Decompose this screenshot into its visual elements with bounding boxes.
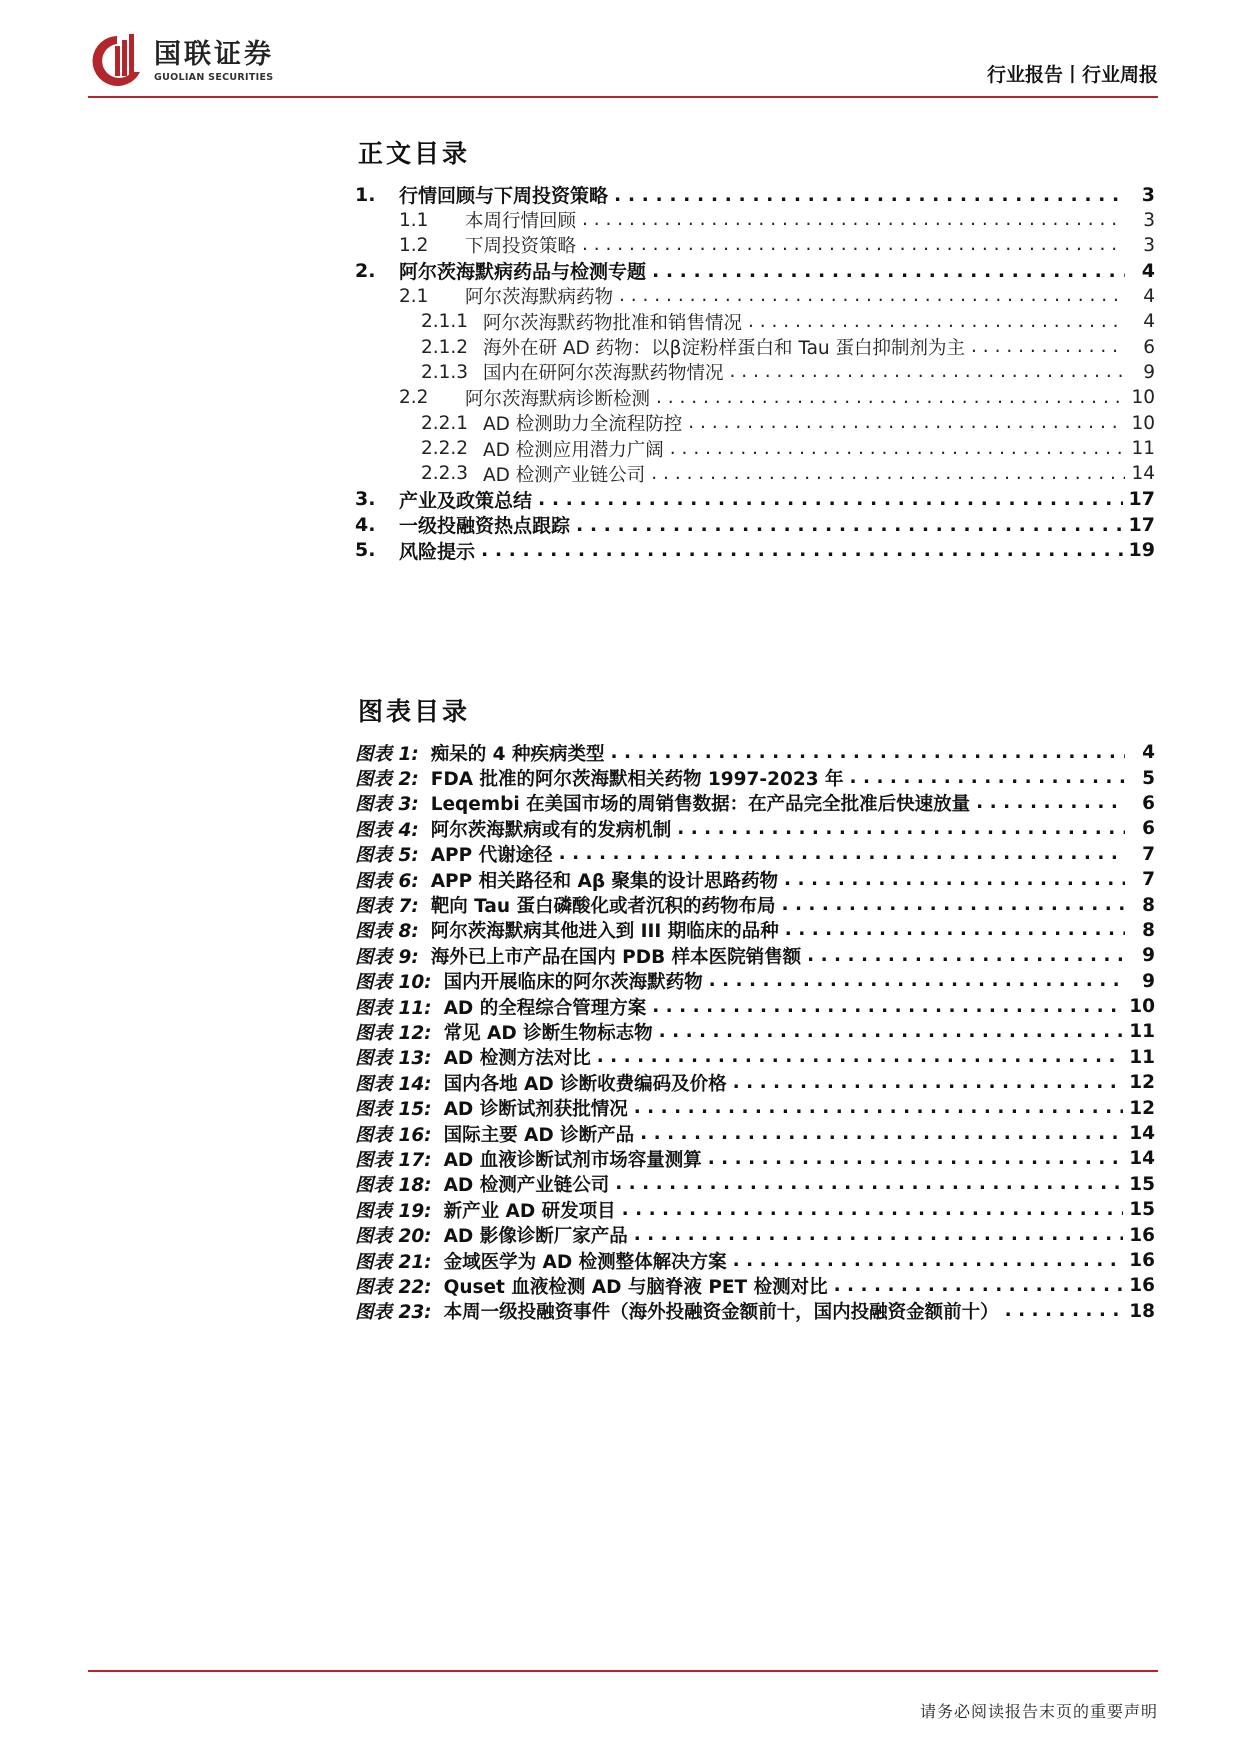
dot-leader xyxy=(651,464,1125,484)
toc-item[interactable] xyxy=(355,233,1155,258)
page-header xyxy=(88,26,1158,96)
figure-number: 图表 3: xyxy=(355,794,419,816)
dot-leader xyxy=(652,261,1125,281)
toc-item-number: 2.1.3 xyxy=(421,361,469,383)
figure-list-item[interactable] xyxy=(355,791,1155,816)
figure-title: AD 血液诊断试剂市场容量测算 xyxy=(443,1149,702,1171)
page-number: 7 xyxy=(1142,843,1155,865)
toc-item-title: 本周行情回顾 xyxy=(465,211,577,233)
toc-item[interactable] xyxy=(355,207,1155,232)
figure-list-item[interactable] xyxy=(355,892,1155,917)
page-number: 16 xyxy=(1129,1250,1155,1271)
dot-leader xyxy=(481,540,1123,560)
dot-leader xyxy=(659,1022,1124,1042)
toc-item-number: 2.1.2 xyxy=(421,336,469,358)
figure-list-item[interactable] xyxy=(355,1070,1155,1095)
header-divider xyxy=(88,96,1158,98)
dot-leader xyxy=(582,210,1125,230)
toc-item[interactable] xyxy=(355,360,1155,385)
toc-item-title: 国内在研阿尔茨海默药物情况 xyxy=(483,363,724,385)
figure-title: APP 相关路径和 Aβ 聚集的设计思路药物 xyxy=(430,870,779,892)
figure-title: 国内各地 AD 诊断收费编码及价格 xyxy=(443,1073,727,1095)
toc-item[interactable] xyxy=(355,411,1155,436)
dot-leader xyxy=(730,362,1125,382)
figure-title: Quset 血液检测 AD 与脑脊液 PET 检测对比 xyxy=(443,1276,828,1298)
page-number: 15 xyxy=(1129,1173,1155,1195)
page-number: 8 xyxy=(1142,919,1155,941)
toc-item-number: 2.2.2 xyxy=(421,438,469,460)
figure-number: 图表 10: xyxy=(355,972,432,994)
figure-list-item[interactable] xyxy=(355,969,1155,994)
figure-title: 本周一级投融资事件（海外投融资金额前十，国内投融资金额前十） xyxy=(443,1302,999,1324)
figure-title: 国内开展临床的阿尔茨海默药物 xyxy=(443,972,703,994)
page-number: 16 xyxy=(1129,1224,1155,1246)
toc-item[interactable] xyxy=(355,334,1155,359)
page-number: 17 xyxy=(1128,513,1155,536)
figure-number: 图表 17: xyxy=(355,1149,432,1171)
page-number: 9 xyxy=(1142,945,1155,967)
dot-leader xyxy=(976,793,1125,813)
report-type-label: 行业报告丨行业周报 xyxy=(986,64,1158,86)
dot-leader xyxy=(538,489,1123,509)
page-number: 6 xyxy=(1143,336,1155,358)
dot-leader xyxy=(614,185,1125,205)
toc-item-title: AD 检测助力全流程防控 xyxy=(483,414,683,436)
dot-leader xyxy=(782,895,1126,915)
figure-number: 图表 13: xyxy=(355,1048,432,1070)
page-number: 15 xyxy=(1129,1199,1155,1221)
dot-leader xyxy=(971,337,1125,357)
toc-item-title: AD 检测应用潜力广阔 xyxy=(483,439,664,461)
dot-leader xyxy=(582,235,1125,255)
logo-english-name: GUOLIAN SECURITIES xyxy=(154,71,274,83)
figure-number: 图表 15: xyxy=(355,1099,432,1121)
toc-item-number: 1.1 xyxy=(399,209,429,231)
figure-title: 国际主要 AD 诊断产品 xyxy=(443,1124,635,1146)
dot-leader xyxy=(576,515,1123,535)
page-number: 14 xyxy=(1131,463,1155,485)
figure-title: FDA 批准的阿尔茨海默相关药物 1997-2023 年 xyxy=(430,769,844,791)
figure-title: 常见 AD 诊断生物标志物 xyxy=(443,1023,653,1044)
figure-number: 图表 21: xyxy=(355,1251,432,1273)
dot-leader xyxy=(634,1225,1124,1245)
dot-leader xyxy=(784,870,1125,890)
figure-list-item[interactable] xyxy=(355,1197,1155,1222)
dot-leader xyxy=(733,1251,1124,1271)
dot-leader xyxy=(834,1276,1124,1296)
dot-leader xyxy=(850,768,1125,788)
toc-item-title: 阿尔茨海默病药物 xyxy=(465,287,614,309)
page-number: 4 xyxy=(1142,742,1155,764)
toc-item-number: 1. xyxy=(355,183,376,206)
page-number: 4 xyxy=(1143,311,1155,333)
figure-number: 图表 2: xyxy=(355,769,419,791)
page-number: 11 xyxy=(1129,1021,1155,1043)
figure-title: 新产业 AD 研发项目 xyxy=(443,1200,616,1222)
figure-list-item[interactable] xyxy=(355,943,1155,968)
toc-item-number: 2.2.3 xyxy=(421,463,469,485)
figure-list-title: 图表目录 xyxy=(358,697,471,726)
toc-item-title: 一级投融资热点跟踪 xyxy=(399,515,571,538)
dot-leader xyxy=(748,312,1125,332)
toc-item[interactable] xyxy=(355,461,1155,486)
figure-list-item[interactable] xyxy=(355,867,1155,892)
figure-title: 靶向 Tau 蛋白磷酸化或者沉积的药物布局 xyxy=(430,896,776,918)
figure-list-item[interactable] xyxy=(355,1019,1155,1044)
dot-leader xyxy=(807,946,1125,966)
figure-number: 图表 19: xyxy=(355,1200,432,1222)
figure-list-item[interactable] xyxy=(355,1248,1155,1273)
figure-title: AD 的全程综合管理方案 xyxy=(443,997,647,1019)
figure-list-item[interactable] xyxy=(355,1045,1155,1070)
page-number: 8 xyxy=(1142,894,1155,916)
toc-item-title: 阿尔茨海默病药品与检测专题 xyxy=(399,261,647,284)
figure-title: AD 检测方法对比 xyxy=(443,1048,591,1070)
toc-list xyxy=(355,182,1155,563)
figure-list-item[interactable] xyxy=(355,765,1155,790)
dot-leader xyxy=(708,1149,1124,1169)
toc-item-number: 2.1 xyxy=(399,285,429,307)
figure-list-item[interactable] xyxy=(355,1222,1155,1247)
figure-list-item[interactable] xyxy=(355,918,1155,943)
figure-list-item[interactable] xyxy=(355,1273,1155,1298)
page-number: 11 xyxy=(1129,1046,1155,1068)
toc-item-title: 阿尔茨海默病诊断检测 xyxy=(465,388,651,410)
figure-number: 图表 7: xyxy=(355,896,419,918)
figure-title: AD 检测产业链公司 xyxy=(443,1175,610,1197)
figure-number: 图表 1: xyxy=(355,743,419,765)
figure-number: 图表 22: xyxy=(355,1276,432,1298)
figure-title: 痴呆的 4 种疾病类型 xyxy=(430,743,605,765)
figure-title: 阿尔茨海默病其他进入到 III 期临床的品种 xyxy=(430,921,779,943)
dot-leader xyxy=(688,413,1125,433)
dot-leader xyxy=(656,388,1125,408)
toc-item[interactable] xyxy=(355,436,1155,461)
figure-title: AD 诊断试剂获批情况 xyxy=(443,1099,628,1121)
page-number: 3 xyxy=(1143,209,1155,231)
figure-list-item[interactable] xyxy=(355,1121,1155,1146)
figure-list-item[interactable] xyxy=(355,1299,1155,1324)
figure-list-item[interactable] xyxy=(355,842,1155,867)
figure-list-item[interactable] xyxy=(355,816,1155,841)
toc-title: 正文目录 xyxy=(358,139,471,168)
toc-item[interactable] xyxy=(355,309,1155,334)
dot-leader xyxy=(559,844,1125,864)
dot-leader xyxy=(1005,1301,1124,1321)
toc-item[interactable] xyxy=(355,487,1155,512)
page-number: 10 xyxy=(1129,996,1155,1018)
toc-item-title: 风险提示 xyxy=(399,540,476,563)
dot-leader xyxy=(615,1174,1123,1194)
figure-list-item[interactable] xyxy=(355,994,1155,1019)
guolian-logo-icon xyxy=(88,32,146,90)
page-number: 12 xyxy=(1129,1072,1155,1094)
figure-title: 海外已上市产品在国内 PDB 样本医院销售额 xyxy=(430,946,802,968)
figure-list-item[interactable] xyxy=(355,1172,1155,1197)
dot-leader xyxy=(634,1098,1124,1118)
toc-item[interactable] xyxy=(355,182,1155,207)
toc-item-number: 3. xyxy=(355,488,376,511)
dot-leader xyxy=(610,743,1125,763)
page-number: 17 xyxy=(1128,488,1155,511)
page-number: 4 xyxy=(1143,285,1155,307)
dot-leader xyxy=(733,1073,1124,1093)
toc-item-number: 2. xyxy=(355,259,376,282)
toc-item[interactable] xyxy=(355,537,1155,562)
figure-title: 阿尔茨海默病或有的发病机制 xyxy=(430,819,672,841)
toc-item-number: 5. xyxy=(355,539,376,562)
page-number: 19 xyxy=(1128,539,1155,562)
toc-item-title: 海外在研 AD 药物：以β淀粉样蛋白和 Tau 蛋白抑制剂为主 xyxy=(483,338,966,360)
dot-leader xyxy=(619,286,1125,306)
figure-number: 图表 23: xyxy=(355,1302,432,1324)
figure-number: 图表 4: xyxy=(355,819,419,841)
company-logo xyxy=(88,32,274,90)
figure-number: 图表 18: xyxy=(355,1175,432,1197)
figure-number: 图表 6: xyxy=(355,870,419,892)
page-number: 6 xyxy=(1142,818,1155,840)
figure-number: 图表 16: xyxy=(355,1124,432,1146)
figure-title: 金域医学为 AD 检测整体解决方案 xyxy=(443,1251,727,1273)
figure-title: AD 影像诊断厂家产品 xyxy=(443,1226,628,1248)
figure-number: 图表 12: xyxy=(355,1023,432,1044)
toc-item-number: 2.2 xyxy=(399,387,429,409)
page-number: 12 xyxy=(1129,1097,1155,1119)
figure-list xyxy=(355,740,1155,1324)
figure-number: 图表 11: xyxy=(355,997,432,1019)
figure-number: 图表 9: xyxy=(355,946,419,968)
page-number: 18 xyxy=(1129,1300,1155,1322)
toc-item-title: 产业及政策总结 xyxy=(399,489,533,512)
toc-item-title: 阿尔茨海默药物批准和销售情况 xyxy=(483,312,743,334)
toc-item[interactable] xyxy=(355,512,1155,537)
page-number: 4 xyxy=(1141,259,1155,282)
figure-title: Leqembi 在美国市场的周销售数据：在产品完全批准后快速放量 xyxy=(430,794,971,816)
page-number: 7 xyxy=(1142,869,1155,891)
toc-item-number: 2.2.1 xyxy=(421,412,469,434)
dot-leader xyxy=(640,1124,1123,1144)
page-number: 3 xyxy=(1141,183,1155,206)
page-number: 6 xyxy=(1142,792,1155,814)
figure-number: 图表 8: xyxy=(355,921,419,943)
page-number: 5 xyxy=(1142,767,1155,789)
footer-divider xyxy=(88,1670,1158,1672)
dot-leader xyxy=(709,971,1125,991)
dot-leader xyxy=(652,997,1123,1017)
toc-item-number: 2.1.1 xyxy=(421,311,469,333)
toc-item-title: 下周投资策略 xyxy=(465,236,577,258)
footer-disclaimer: 请务必阅读报告末页的重要声明 xyxy=(919,1702,1158,1721)
figure-list-item[interactable] xyxy=(355,1146,1155,1171)
page-number: 10 xyxy=(1131,412,1155,434)
dot-leader xyxy=(597,1047,1124,1067)
page-number: 9 xyxy=(1142,970,1155,992)
dot-leader xyxy=(670,439,1125,459)
figure-number: 图表 20: xyxy=(355,1226,432,1248)
page-number: 3 xyxy=(1143,234,1155,256)
page-number: 14 xyxy=(1129,1148,1155,1170)
toc-item[interactable] xyxy=(355,385,1155,410)
toc-item-title: AD 检测产业链公司 xyxy=(483,465,646,486)
page-number: 14 xyxy=(1129,1123,1155,1145)
dot-leader xyxy=(677,819,1125,839)
toc-item-number: 1.2 xyxy=(399,234,429,256)
figure-number: 图表 5: xyxy=(355,845,419,867)
page-number: 10 xyxy=(1131,387,1155,409)
page-number: 9 xyxy=(1143,361,1155,383)
figure-number: 图表 14: xyxy=(355,1073,432,1095)
figure-list-item[interactable] xyxy=(355,1095,1155,1120)
dot-leader xyxy=(622,1200,1124,1220)
toc-item-number: 4. xyxy=(355,513,376,536)
logo-chinese-name: 国联证券 xyxy=(154,38,274,70)
toc-item[interactable] xyxy=(355,258,1155,283)
toc-item-title: 行情回顾与下周投资策略 xyxy=(399,185,609,208)
page-number: 16 xyxy=(1129,1275,1155,1297)
figure-list-item[interactable] xyxy=(355,740,1155,765)
toc-item[interactable] xyxy=(355,284,1155,309)
figure-title: APP 代谢途径 xyxy=(430,845,553,867)
page-number: 11 xyxy=(1131,438,1155,460)
dot-leader xyxy=(785,920,1125,940)
